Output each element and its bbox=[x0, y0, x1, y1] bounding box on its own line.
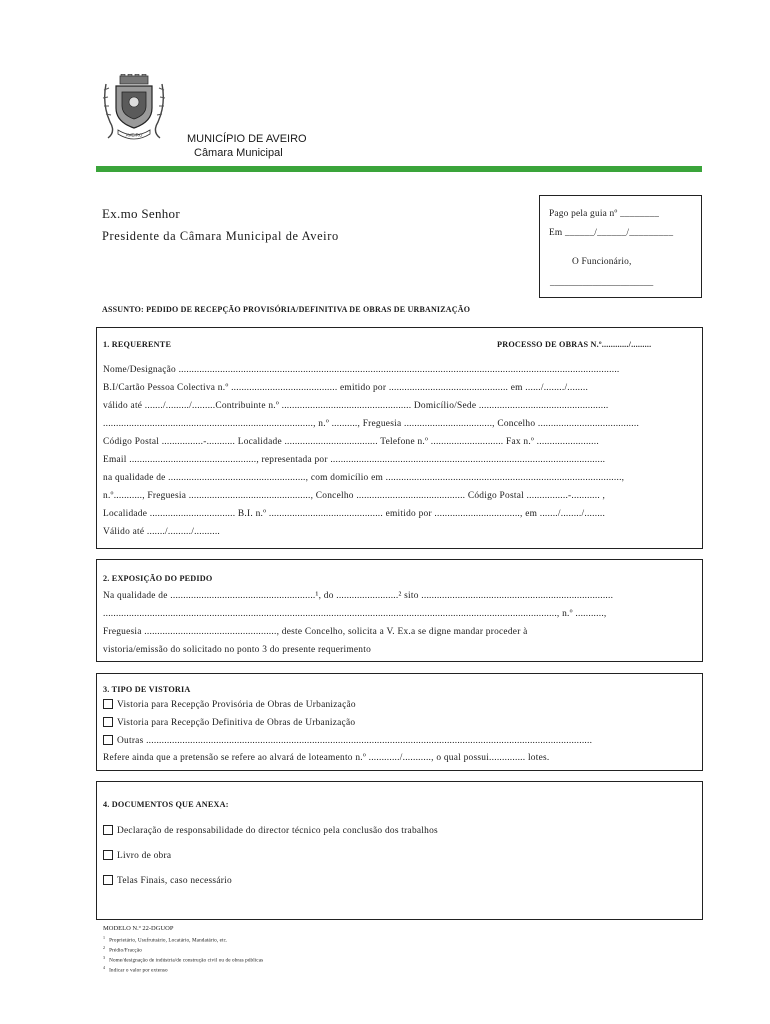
header-green-bar bbox=[96, 166, 702, 172]
document-final-drawings[interactable] bbox=[103, 875, 232, 886]
svg-text:AVEIRO: AVEIRO bbox=[125, 132, 143, 138]
addressee-title: Presidente da Câmara Municipal de Aveiro bbox=[102, 229, 339, 243]
document-label: Telas Finais, caso necessário bbox=[117, 876, 232, 886]
section-2-title: 2. EXPOSIÇÃO DO PEDIDO bbox=[103, 574, 213, 583]
section-requerente bbox=[96, 327, 703, 549]
postal-phone-field[interactable]: Código Postal ................-........... Localidade .................................... Telefone n.º ............................ Fax n.º ........................ bbox=[103, 437, 599, 447]
document-responsibility-declaration[interactable] bbox=[103, 825, 438, 836]
subdivision-permit-field[interactable]: Refere ainda que a pretensão se refere ao alvará de loteamento n.º ............/..........., o qual possui.............. lotes. bbox=[103, 753, 550, 763]
section-3-title: 3. TIPO DE VISTORIA bbox=[103, 685, 191, 694]
number-parish-field[interactable]: n.º..........., Freguesia ..............................................., Concelho .......................................... Código Postal ................-........... , bbox=[103, 491, 606, 501]
checkbox[interactable] bbox=[103, 717, 113, 727]
email-representative-field[interactable]: Email ................................................., representada por .......................................................................................................... bbox=[103, 455, 606, 465]
chamber-name: Câmara Municipal bbox=[194, 147, 283, 159]
footnote-2: $^2$Prédio/Fracção bbox=[103, 945, 142, 954]
locality-id-field[interactable]: Localidade ................................. B.I. n.º ............................................ emitido por ................................., em ......./......../........ bbox=[103, 509, 606, 519]
model-number: MODELO N.º 22-DGUOP bbox=[103, 925, 174, 932]
checkbox[interactable] bbox=[103, 735, 113, 745]
footnote-1: $^1$Proprietário, Usufrutuário, Locatário, Mandatário, etc. bbox=[103, 935, 228, 944]
checkbox[interactable] bbox=[103, 850, 113, 860]
payment-receipt-line: Pago pela guia nº ________ bbox=[549, 209, 660, 219]
section-1-title: 1. REQUERENTE bbox=[103, 340, 172, 349]
checkbox[interactable] bbox=[103, 875, 113, 885]
section-documentos bbox=[96, 781, 703, 920]
document-label: Declaração de responsabilidade do director técnico pela conclusão dos trabalhos bbox=[117, 826, 438, 836]
request-location-field[interactable]: ..............................................................................................................................................................................., n.º ..........., bbox=[103, 609, 607, 619]
clerk-signature-line: ______________________ bbox=[550, 278, 654, 288]
payment-box bbox=[539, 195, 702, 298]
section-tipo-vistoria bbox=[96, 673, 703, 771]
payment-date-line: Em ______/______/_________ bbox=[549, 228, 674, 238]
footnote-3: $^3$Nome/designação de indústria/de construção civil ou de obras públicas bbox=[103, 955, 264, 964]
id-card-field[interactable]: B.I/Cartão Pessoa Colectiva n.º ......................................... emitido por .............................................. em ....../......../........ bbox=[103, 383, 589, 393]
request-capacity-field[interactable]: Na qualidade de ........................................................¹, do ........................² sito .......................................................................... bbox=[103, 591, 614, 601]
name-field[interactable]: Nome/Designação .......................................................................................................................................................................... bbox=[103, 365, 620, 375]
option-label: Outras ............................................................................................................................................................................ bbox=[117, 736, 593, 746]
document-work-book[interactable] bbox=[103, 850, 171, 861]
option-provisional-reception[interactable] bbox=[103, 699, 356, 710]
process-number-field[interactable]: PROCESSO DE OBRAS N.º............/......... bbox=[497, 340, 652, 349]
municipal-coat-of-arms-logo bbox=[96, 74, 172, 146]
checkbox[interactable] bbox=[103, 825, 113, 835]
section-4-title: 4. DOCUMENTOS QUE ANEXA: bbox=[103, 800, 229, 809]
capacity-domicile-field[interactable]: na qualidade de ....................................................., com domicílio em ..........................................................................................., bbox=[103, 473, 625, 483]
request-closing-text: vistoria/emissão do solicitado no ponto 3 do presente requerimento bbox=[103, 645, 372, 655]
option-label: Vistoria para Recepção Provisória de Obras de Urbanização bbox=[117, 700, 356, 710]
option-definitive-reception[interactable] bbox=[103, 717, 355, 728]
option-other[interactable] bbox=[103, 735, 592, 746]
clerk-label: O Funcionário, bbox=[572, 257, 632, 267]
option-label: Vistoria para Recepção Definitiva de Obras de Urbanização bbox=[117, 718, 356, 728]
addressee-salutation: Ex.mo Senhor bbox=[102, 206, 180, 221]
request-parish-text: Freguesia ..................................................., deste Concelho, solicita a V. Ex.a se digne mandar proceder à bbox=[103, 627, 528, 637]
section-exposicao bbox=[96, 559, 703, 662]
validity-taxpayer-field[interactable]: válido até ......./........./.........Contribuinte n.º .................................................. Domicílio/Sede .................................................. bbox=[103, 401, 609, 411]
footnote-4: $^4$Indicar o valor por extenso bbox=[103, 965, 168, 974]
address-field[interactable]: ................................................................................., n.º .........., Freguesia .................................., Concelho ....................................... bbox=[103, 419, 640, 429]
municipality-name: MUNICÍPIO DE AVEIRO bbox=[187, 133, 307, 145]
valid-until-field[interactable]: Válido até ......./........./.......... bbox=[103, 527, 221, 537]
subject-line: ASSUNTO: PEDIDO DE RECEPÇÃO PROVISÓRIA/DEFINITIVA DE OBRAS DE URBANIZAÇÃO bbox=[102, 305, 471, 314]
document-label: Livro de obra bbox=[117, 851, 172, 861]
checkbox[interactable] bbox=[103, 699, 113, 709]
